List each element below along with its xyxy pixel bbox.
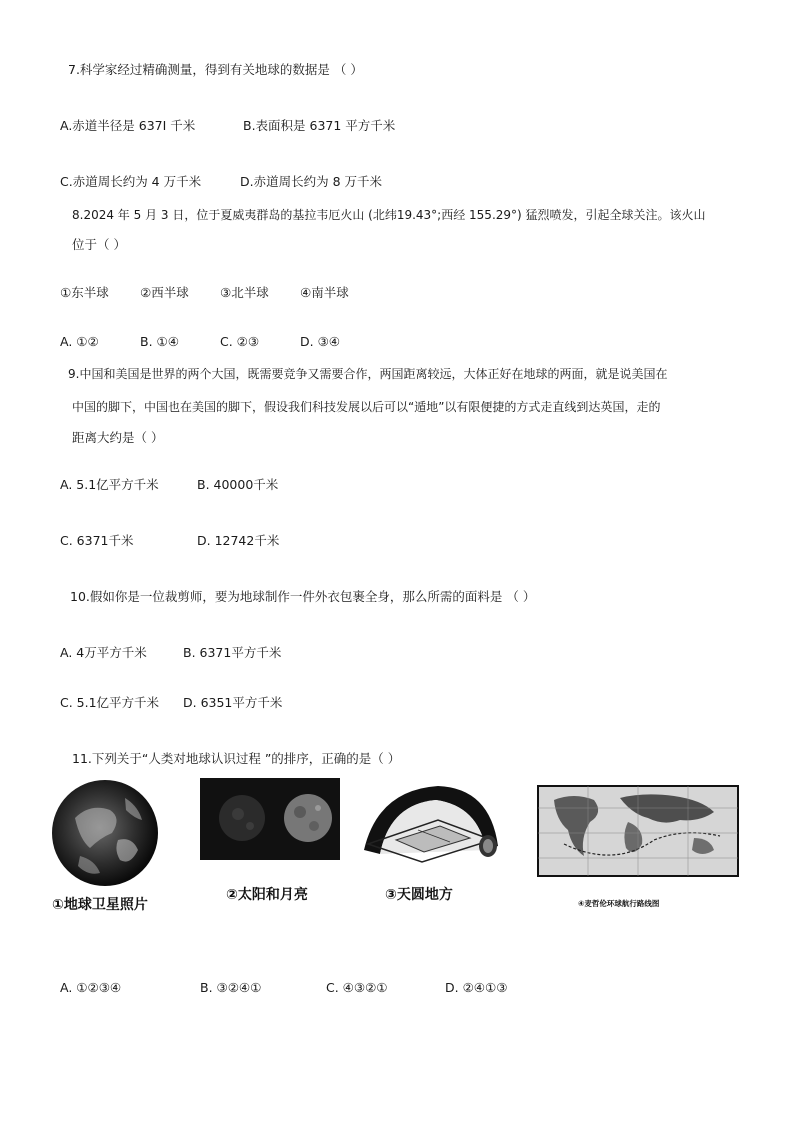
caption-1: ①地球卫星照片 <box>52 897 148 913</box>
q11-option-d: D. ②④①③ <box>445 980 508 995</box>
q8-option-b: B. ①④ <box>140 334 179 349</box>
q9-option-a: A. 5.1亿平方千米 <box>60 477 159 492</box>
q8-option-a: A. ①② <box>60 334 99 349</box>
magellan-route-map <box>524 778 742 890</box>
q8-stem-line2: 位于（ ） <box>72 237 126 252</box>
q9-option-d: D. 12742千米 <box>197 533 280 548</box>
q8-statement-1: ①东半球 <box>60 285 109 300</box>
q8-option-d: D. ③④ <box>300 334 340 349</box>
q8-statement-2: ②西半球 <box>140 285 189 300</box>
caption-3: ③天圆地方 <box>385 887 453 903</box>
q8-option-c: C. ②③ <box>220 334 260 349</box>
caption-2: ②太阳和月亮 <box>226 887 308 903</box>
q7-option-a: A.赤道半径是 637I 千米 <box>60 118 196 133</box>
q11-option-c: C. ④③②① <box>326 980 388 995</box>
q10-option-d: D. 6351平方千米 <box>183 695 283 710</box>
round-sky-square-earth-drawing <box>358 778 503 863</box>
q11-stem: 11.下列关于“人类对地球认识过程 ”的排序，正确的是（ ） <box>72 751 401 766</box>
q7-option-c: C.赤道周长约为 4 万千米 <box>60 174 202 189</box>
q7-stem: 7.科学家经过精确测量，得到有关地球的数据是 （ ） <box>68 62 363 77</box>
q8-stem-line1: 8.2024 年 5 月 3 日，位于夏威夷群岛的基拉韦厄火山 (北纬19.43°;西经 155.29°) 猛烈喷发，引起全球关注。该火山 <box>72 208 706 222</box>
sun-and-moon-photo <box>200 778 340 860</box>
q10-option-c: C. 5.1亿平方千米 <box>60 695 160 710</box>
q8-statement-4: ④南半球 <box>300 285 349 300</box>
q11-option-a: A. ①②③④ <box>60 980 122 995</box>
q9-option-c: C. 6371千米 <box>60 533 134 548</box>
q9-stem-line2: 中国的脚下，中国也在美国的脚下，假设我们科技发展以后可以“遁地”以有限便捷的方式走直线到达英国，走的 <box>72 400 661 414</box>
q9-option-b: B. 40000千米 <box>197 477 279 492</box>
q7-option-b: B.表面积是 6371 平方千米 <box>243 118 396 133</box>
earth-satellite-photo <box>50 778 160 888</box>
caption-4: ④麦哲伦环球航行路线图 <box>578 899 660 908</box>
q10-option-a: A. 4万平方千米 <box>60 645 147 660</box>
q7-option-d: D.赤道周长约为 8 万千米 <box>240 174 382 189</box>
q11-option-b: B. ③②④① <box>200 980 262 995</box>
q9-stem-line1: 9.中国和美国是世界的两个大国，既需要竞争又需要合作，两国距离较远，大体正好在地球的两面，就是说美国在 <box>68 367 668 381</box>
q8-statement-3: ③北半球 <box>220 285 269 300</box>
q10-stem: 10.假如你是一位裁剪师，要为地球制作一件外衣包裹全身，那么所需的面料是 （ ） <box>70 589 536 604</box>
q9-stem-line3: 距离大约是（ ） <box>72 430 164 445</box>
q10-option-b: B. 6371平方千米 <box>183 645 282 660</box>
